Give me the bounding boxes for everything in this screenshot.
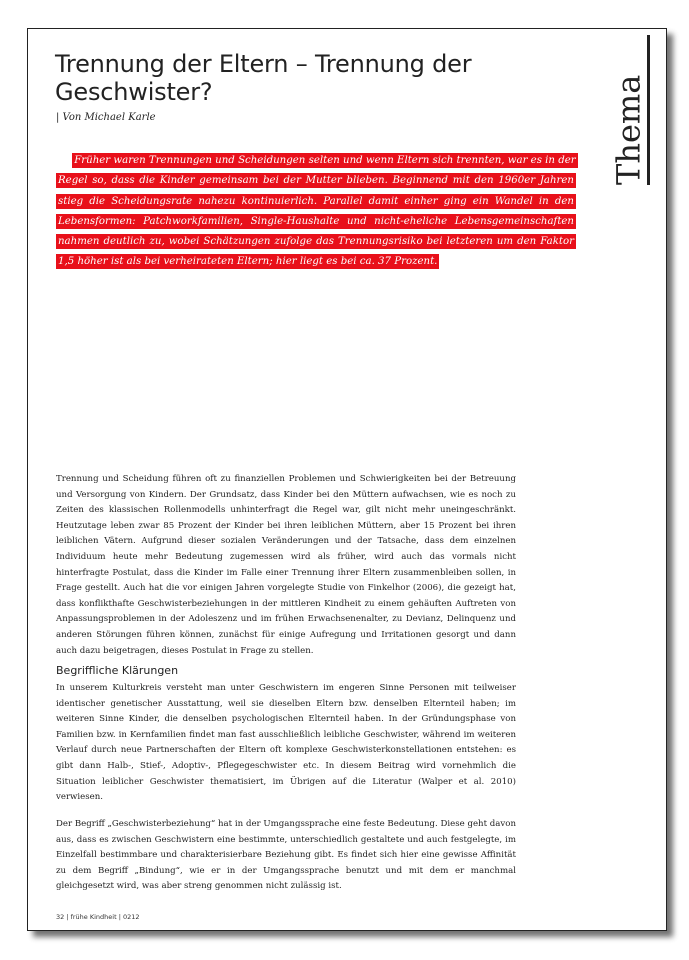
- section-label: Thema: [610, 35, 650, 185]
- lead-highlight: Früher waren Trennungen und Scheidungen selten und wenn Eltern sich trennten, war es in der Regel so, dass die Kinder gemeinsam bei der Mutter blieben. Beginnend mit den 1960er Jahren stieg die Scheidungsrate nahezu kontinuierlich. Parallel damit einher ging ein Wandel in den Lebensformen: Patchworkfamilien, Single-Haushalte und nicht-eheliche Lebensgemeinschaften nahmen deutlich zu, wobei Schätzungen zufolge das Trennungsrisiko bei letzteren um den Faktor 1,5 höher ist als bei verheirateten Eltern; hier liegt es bei ca. 37 Prozent.: [58, 155, 576, 268]
- article-byline: | Von Michael Karle: [56, 112, 156, 123]
- body-paragraph-3: Der Begriff „Geschwisterbeziehung“ hat in der Umgangssprache eine feste Bedeutung. Diese geht davon aus, dass es zwischen Geschwistern eine bestimmte, unterschiedlich gestaltete und auch festgelegte, im Einzelfall bestimmbare und charakterisierbare Beziehung gibt. Es findet sich hier eine gewisse Affinität zu dem Begriff „Bindung“, wie er in der Umgangssprache benutzt und mit dem er manchmal gleichgesetzt wird, was aber streng genommen nicht zulässig ist.: [56, 819, 516, 892]
- article-title: Trennung der Eltern – Trennung der Geschwister?: [55, 50, 472, 106]
- body-paragraph-2: In unserem Kulturkreis versteht man unter Geschwistern im engeren Sinne Personen mit teilweiser identischer genetischer Ausstattung, weil sie dieselben Eltern bzw. denselben Elternteil haben; im weiteren Sinne Kinder, die denselben psychologischen Elternteil haben. In der Gründungsphase von Familien bzw. in Kernfamilien findet man fast ausschließlich leibliche Geschwister, während im weiteren Verlauf durch neue Partnerschaften der Eltern oft komplexe Geschwisterkonstellationen entstehen: es gibt dann Halb-, Stief-, Adoptiv-, Pflegegeschwister etc. In diesem Beitrag wird vornehmlich die Situation leiblicher Geschwister thematisiert, im Übrigen auf die Literatur (Walper et al. 2010) verwiesen.: [56, 683, 516, 803]
- body-paragraph-1: Trennung und Scheidung führen oft zu finanziellen Problemen und Schwierigkeiten bei der Betreuung und Versorgung von Kindern. Der Grundsatz, dass Kinder bei den Müttern aufwachsen, wie es noch zu Zeiten des klassischen Rollenmodells unhinterfragt die Regel war, gilt nicht mehr uneingeschränkt. Heutzutage leben zwar 85 Prozent der Kinder bei ihren leiblichen Müttern, aber 15 Prozent bei ihren leiblichen Vätern. Aufgrund dieser sozialen Veränderungen und der Tatsache, dass dem einzelnen Individuum heute mehr Bedeutung zugemessen wird als früher, wird auch das vormals nicht hinterfragte Postulat, dass die Kinder im Falle einer Trennung ihrer Eltern zusammenbleiben sollen, in Frage gestellt. Auch hat die vor einigen Jahren vorgelegte Studie von Finkelhor (2006), die gezeigt hat, dass konflikthafte Geschwisterbeziehungen in der mittleren Kindheit zu einem gehäuften Auftreten von Anpassungsproblemen in der Adoleszenz und im frühen Erwachsenenalter, zu Devianz, Delinquenz und anderen Störungen führen können, zunächst für einige Aufregung und Irritationen gesorgt und dann auch dazu beigetragen, dieses Postulat in Frage zu stellen.: [56, 474, 516, 656]
- magazine-page: [27, 28, 667, 931]
- subheading: Begriffliche Klärungen: [56, 664, 179, 677]
- lead-paragraph: [56, 151, 576, 273]
- page-footer: 32 | frühe Kindheit | 0212: [56, 913, 140, 921]
